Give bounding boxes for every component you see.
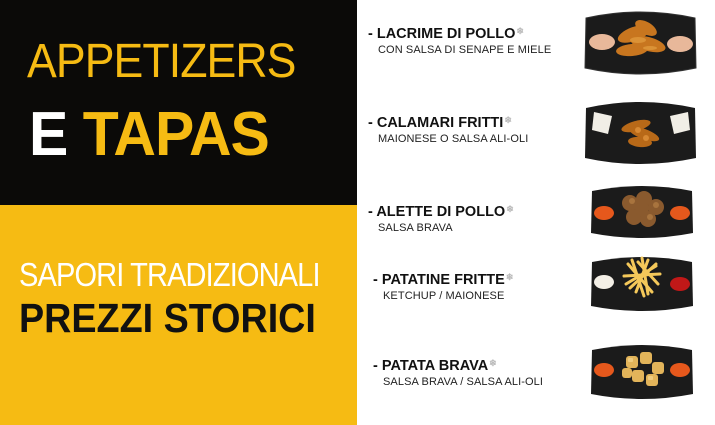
- snowflake-icon: ❄: [516, 26, 524, 36]
- item-name: - PATATINE FRITTE: [373, 272, 505, 288]
- item-name: - ALETTE DI POLLO: [368, 204, 506, 220]
- headline-tapas: [29, 100, 269, 169]
- headline-e: E: [29, 100, 68, 169]
- plate-calamari-image: [578, 94, 703, 172]
- item-name: - PATATA BRAVA: [373, 358, 489, 374]
- plate-alette-image: [586, 179, 698, 245]
- menu-item-calamari: [368, 116, 528, 145]
- item-name: - CALAMARI FRITTI: [368, 115, 504, 131]
- item-desc: MAIONESE O SALSA ALI-OLI: [378, 132, 529, 145]
- snowflake-icon: ❄: [489, 358, 497, 368]
- menu-item-alette: [368, 205, 514, 234]
- snowflake-icon: ❄: [506, 204, 514, 214]
- item-name: - LACRIME DI POLLO: [368, 26, 516, 42]
- plate-patatine-image: [586, 248, 698, 318]
- menu-item-patatine: [373, 273, 513, 302]
- item-desc: KETCHUP / MAIONESE: [383, 289, 505, 302]
- plate-lacrime-image: [578, 4, 703, 82]
- item-desc: SALSA BRAVA / SALSA ALI-OLI: [383, 375, 544, 388]
- title-panel: [0, 0, 357, 205]
- headline-appetizers: APPETIZERS: [27, 35, 296, 88]
- snowflake-icon: ❄: [504, 115, 512, 125]
- headline-tapas-word: TAPAS: [82, 100, 269, 169]
- slogan-sapori: SAPORI TRADIZIONALI: [19, 256, 320, 293]
- left-poster: [0, 0, 357, 425]
- plate-patata-brava-image: [586, 336, 698, 406]
- snowflake-icon: ❄: [505, 272, 514, 282]
- menu-item-lacrime: [368, 27, 551, 56]
- menu-item-patata-brava: [373, 359, 543, 388]
- item-desc: SALSA BRAVA: [378, 221, 453, 234]
- item-desc: CON SALSA DI SENAPE E MIELE: [378, 43, 552, 56]
- slogan-prezzi: PREZZI STORICI: [19, 295, 316, 341]
